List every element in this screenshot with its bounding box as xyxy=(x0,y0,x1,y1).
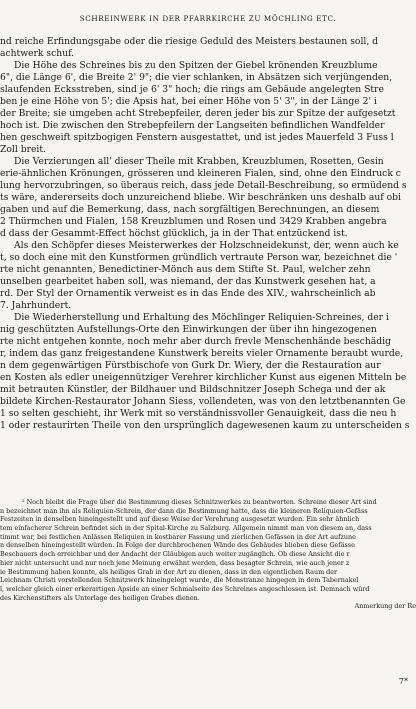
text-line: n dem gegenwärtigen Fürstbischofe von Gurk Dr. Wiery, der die Restauration aur xyxy=(0,360,381,371)
text-line: erie-ähnlichen Krönungen, grösseren und kleineren Fialen, sind, ohne den Eindruck c xyxy=(0,168,401,179)
text-line: rd. Der Styl der Ornamentik verweist es in das Ende des XIV., wahrscheinlich ab xyxy=(0,288,376,299)
footnote-line: tem einfacherer Schrein befindet sich in der Spital-Kirche zu Salzburg. Allgemein nimmt man von diesem an, dass xyxy=(0,524,372,533)
footnote-line: Festzeiten in denselben hineingestellt und auf diese Weise der Verehrung ausgesetzt wurden. Ein sehr ähnlich xyxy=(0,515,360,524)
footnote-line: hier nicht untersucht und nur noch jene Meinung erwähnt werden, dass besagter Schrein, wie auch jener z xyxy=(0,558,350,567)
text-line: Als den Schöpfer dieses Meisterwerkes der Holzschneidekunst, der, wenn auch ke xyxy=(14,240,399,251)
text-line: ben je eine Höhe von 5'; die Apsis hat, bei einer Höhe von 5' 3", in der Länge 2' i xyxy=(0,96,377,107)
footnote-line: n denselben hineingestellt würden. In Folge der durchbrochenen Wände des Gebäudes blieben diese Gefässe xyxy=(0,541,355,550)
text-line: d dass der Gesammt-Effect höchst glücklich, ja in der That entzückend ist. xyxy=(0,228,348,239)
text-line: Die Wiederherstellung und Erhaltung des Möchlinger Reliquien-Schreines, der i xyxy=(14,312,389,323)
text-line: slaufenden Ecksstreben, sind je 6' 3" hoch; die rings am Gebäude angelegten Stre xyxy=(0,84,384,95)
footnote-line: Leichnam Christi vorstellenden Schnitzwerk hineingelegt wurde, die Monstranze hingegen in dem Tabernakel xyxy=(0,576,359,585)
main-text xyxy=(0,36,416,432)
text-line: 6", die Länge 6', die Breite 2' 9"; die vier schlanken, in Absätzen sich verjüngenden, xyxy=(0,72,393,83)
text-line: Zoll breit. xyxy=(0,144,46,155)
footnote-line: des Kirchenstifters als Unterlage des heiligen Grabes dienen. xyxy=(0,593,200,602)
text-line: mit betrauten Künstler, der Bildhauer und Bildschnitzer Joseph Schega und der ak xyxy=(0,384,386,395)
footnote-attribution: Anmerkung der Re xyxy=(354,602,416,611)
text-line: hen geschweift spitzbogigen Fenstern ausgestattet, und ist jedes Mauerfeld 3 Fuss l xyxy=(0,132,394,143)
footnote-line: Beschauers doch erreichbar und der Andacht der Gläubigen auch weiter zugänglich. Ob diese Ansicht die r xyxy=(0,550,350,559)
text-line: nd reiche Erfindungsgabe oder die riesige Geduld des Meisters bestaunen soll, d xyxy=(0,36,379,47)
text-line: rte nicht genannten, Benedictiner-Mönch aus dem Stifte St. Paul, welcher zehn xyxy=(0,264,371,275)
page-number: 7* xyxy=(398,677,408,686)
footnote-line: ² Noch bleibt die Frage über die Bestimmung dieses Schnitzwerkes zu beantworten. Schreine dieser Art sind xyxy=(22,498,377,506)
footnote-line: l, welcher gleich einer erkerartigen Apside an einer Schmalseite des Schreines angeschlossen ist. Demnach würd xyxy=(0,584,370,593)
text-line: gaben und auf die Bemerkung, dass, nach sorgfältigen Berechnungen, an diesem xyxy=(0,204,380,215)
text-line: Die Höhe des Schreines bis zu den Spitzen der Giebel krönenden Kreuzblume xyxy=(14,60,378,71)
text-line: hoch ist. Die zwischen den Strebepfeilern der Langseiten befindlichen Wandfelder xyxy=(0,120,385,131)
text-line: 2 Thürmchen und Fialen, 158 Kreuzblumen und Rosen und 3429 Krabben angebra xyxy=(0,216,387,227)
text-line: 1 so selten geschieht, ihr Werk mit so verständnissvoller Genauigkeit, dass die neu h xyxy=(0,408,397,419)
text-line: rte nicht entgehen konnte, noch mehr aber durch frevle Menschenhände beschädig xyxy=(0,336,391,347)
footnote-line: n bezeichnet man ihn als Reliquien-Schrein, der dann die Bestimmung hatte, dass die kleineren Reliquien-Gefäss xyxy=(0,506,368,515)
running-header: SCHREINWERK IN DER PFARRKIRCHE ZU MÖCHLING ETC. xyxy=(79,14,337,23)
text-line: t, so doch eine mit den Kunstformen gründlich vertraute Person war, bezeichnet die ' xyxy=(0,252,398,263)
text-line: bildete Kirchen-Restaurator Johann Siess, vollendeten, was von den letztbenannten Ge xyxy=(0,396,406,407)
text-line: Die Verzierungen all' dieser Theile mit Krabben, Kreuzblumen, Rosetten, Gesin xyxy=(14,156,384,167)
text-line: der Breite; sie umgeben acht Strebepfeiler, deren jeder bis zur Spitze der aufgesetzt xyxy=(0,108,396,119)
footnotes xyxy=(0,498,416,611)
text-line: en Kosten als edler uneigennütziger Verehrer kirchlicher Kunst aus eigenen Mitteln be xyxy=(0,372,407,383)
text-line: achtwerk schuf. xyxy=(0,48,75,59)
text-line: r, indem das ganz freigestandene Kunstwerk bereits vieler Ornamente beraubt wurde, xyxy=(0,348,404,359)
footnote-line: ie Bestimmung haben konnte, als heiliges Grab in der Art zu dienen, dass in den eigentlichen Raum der xyxy=(0,567,338,576)
text-line: unselben gearbeitet haben soll, was niemand, der das Kunstwerk gesehen hat, a xyxy=(0,276,376,287)
text-line: nig geschützten Aufstellungs-Orte den Einwirkungen der über ihn hingezogenen xyxy=(0,324,377,335)
footnote-line: timmt war, bei festlichen Anlässen Reliquien in kostbarer Fassung und zierlichen Gefässen in der Art aufzune xyxy=(0,532,356,541)
text-line: 7. Jahrhundert. xyxy=(0,300,72,311)
text-line: lung hervorzubringen, so überaus reich, dass jede Detail-Beschreibung, so ermüdend s xyxy=(0,180,407,191)
text-line: 1 oder restaurirten Theile von den ursprünglich dagewesenen kaum zu unterscheiden s xyxy=(0,420,410,431)
text-line: ts wäre, andererseits doch unzureichend bliebe. Wir beschränken uns deshalb auf obi xyxy=(0,192,401,203)
